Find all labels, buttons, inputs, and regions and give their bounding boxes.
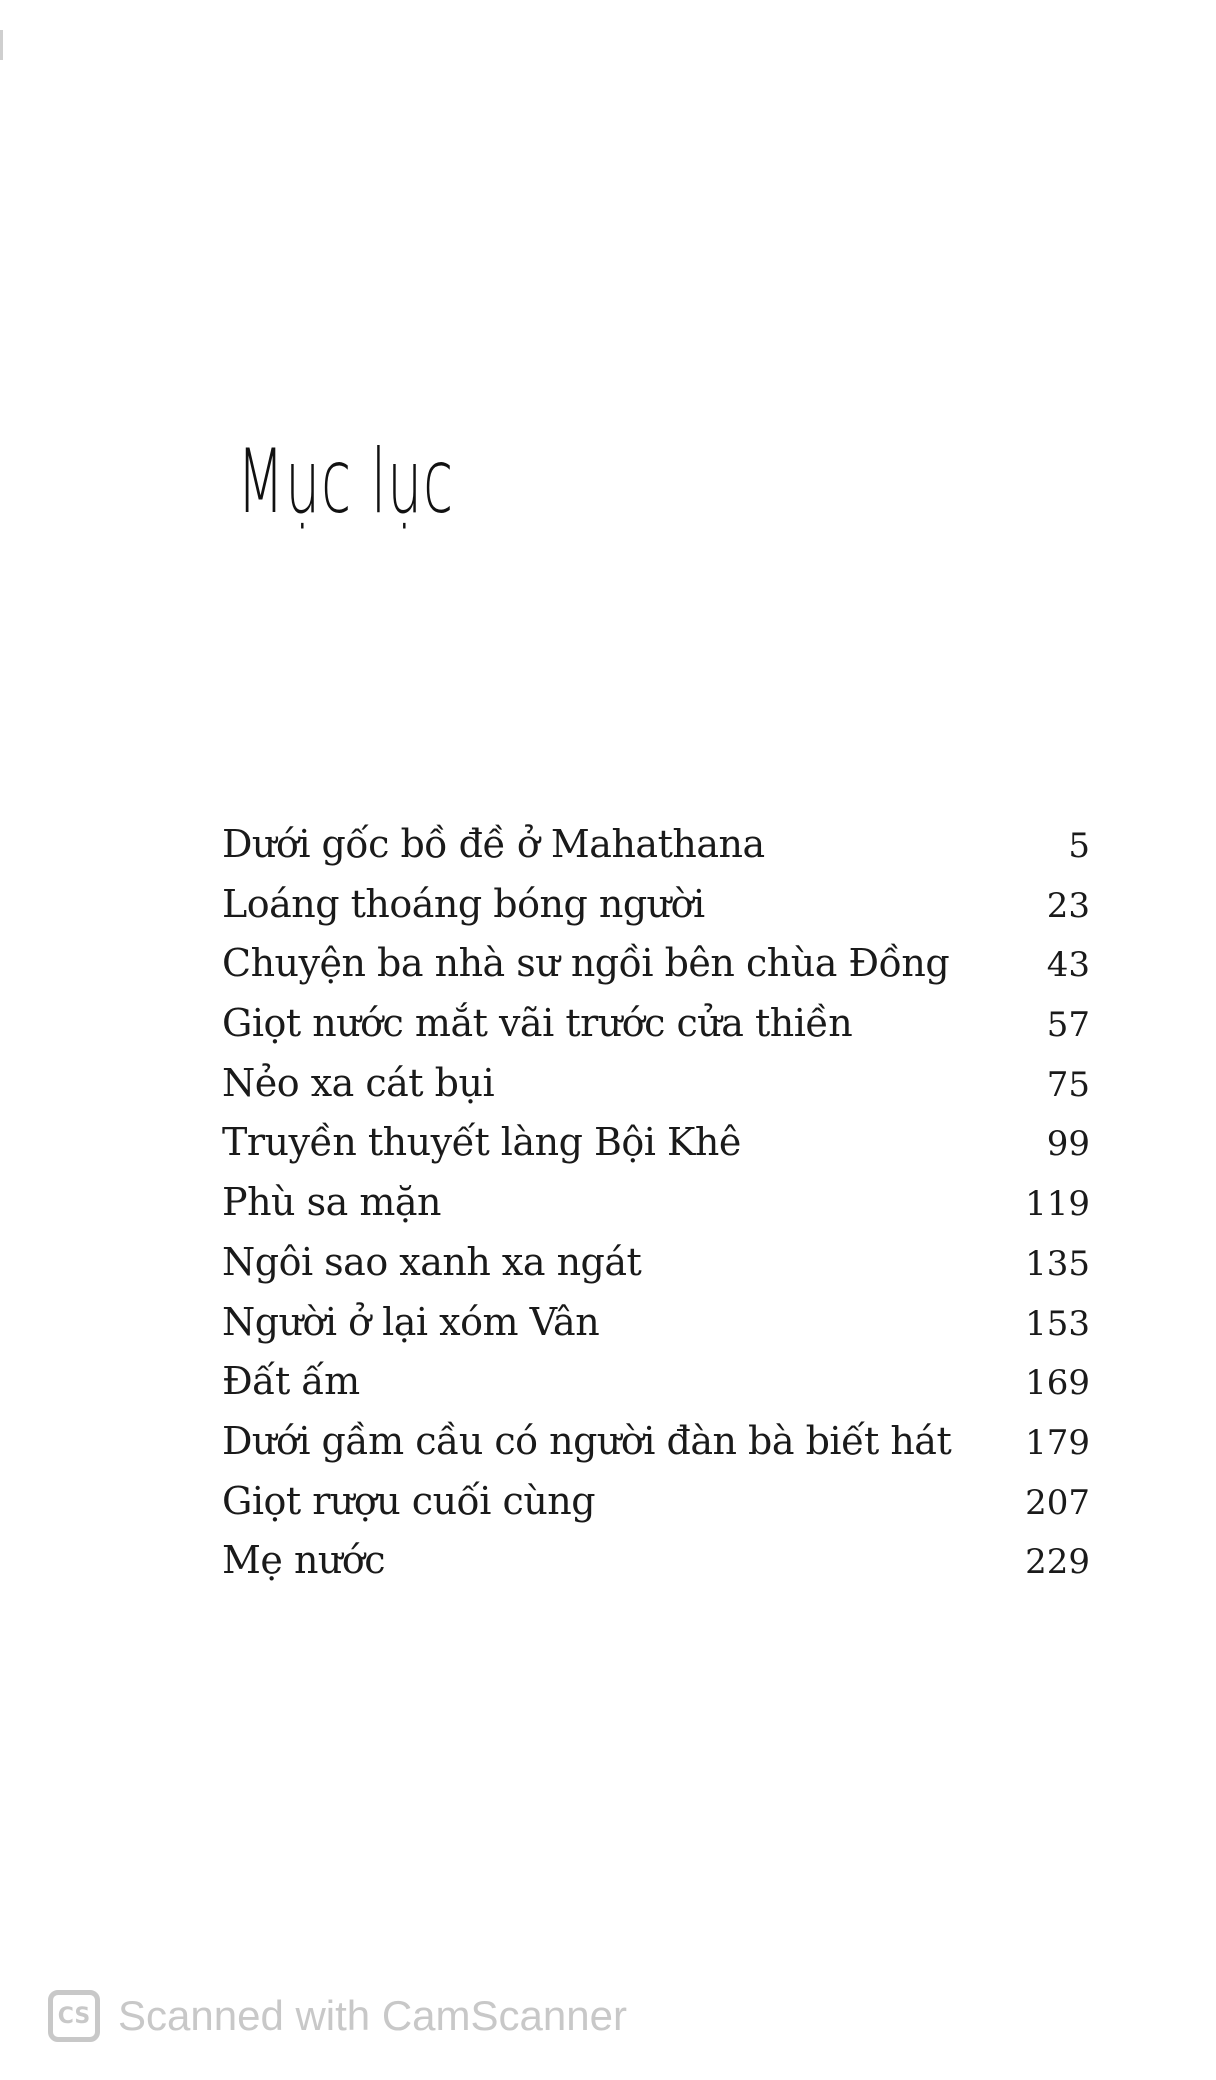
toc-entry-title: Loáng thoáng bóng người — [222, 881, 705, 926]
toc-entry — [222, 1359, 1100, 1419]
toc-entry-title: Truyền thuyết làng Bội Khê — [222, 1120, 741, 1165]
toc-entry-page: 75 — [1046, 1064, 1090, 1105]
toc-entry-title: Dưới gốc bồ đề ở Mahathana — [222, 822, 765, 866]
toc-entry — [222, 1419, 1100, 1479]
toc-entry-title: Phù sa mặn — [222, 1180, 441, 1225]
toc-entry-title: Nẻo xa cát bụi — [222, 1060, 495, 1105]
toc-entry — [222, 1479, 1100, 1539]
toc-entry-title: Ngôi sao xanh xa ngát — [222, 1239, 642, 1284]
toc-entry-page: 207 — [1025, 1482, 1090, 1523]
toc-entry — [222, 1001, 1100, 1061]
toc-entry-page: 179 — [1025, 1422, 1090, 1463]
toc-entry-title: Dưới gầm cầu có người đàn bà biết hát — [222, 1418, 952, 1463]
toc-entry-title: Giọt rượu cuối cùng — [222, 1478, 596, 1523]
toc-entry — [222, 882, 1100, 942]
toc-entry — [222, 1240, 1100, 1300]
toc-entry-title: Người ở lại xóm Vân — [222, 1299, 600, 1344]
toc-entry-page: 229 — [1025, 1542, 1090, 1583]
toc-entry-page: 135 — [1025, 1243, 1090, 1284]
toc-entry — [222, 941, 1100, 1001]
page-title: Mục lục — [237, 430, 455, 533]
toc-entry-page: 43 — [1046, 945, 1090, 986]
toc-entry — [222, 1180, 1100, 1240]
page-edge-mark — [0, 30, 3, 60]
toc-entry-page: 169 — [1025, 1363, 1090, 1404]
toc-entry — [222, 1538, 1100, 1598]
toc-entry-page: 153 — [1025, 1303, 1090, 1344]
toc-entry-page: 5 — [1068, 826, 1090, 866]
camscanner-logo-icon: CS — [48, 1990, 100, 2042]
toc-entry-page: 57 — [1046, 1005, 1090, 1046]
toc-entry-title: Mẹ nước — [222, 1538, 386, 1583]
toc-entry-title: Chuyện ba nhà sư ngồi bên chùa Đồng — [222, 941, 950, 986]
camscanner-watermark — [48, 1990, 627, 2042]
toc-entry-page: 119 — [1025, 1184, 1090, 1225]
toc-entry — [222, 1120, 1100, 1180]
watermark-text: Scanned with CamScanner — [118, 1992, 627, 2039]
toc-entry — [222, 822, 1100, 882]
table-of-contents — [222, 822, 1100, 1598]
toc-entry-title: Đất ấm — [222, 1359, 360, 1404]
toc-entry — [222, 1300, 1100, 1360]
toc-entry-page: 23 — [1046, 885, 1090, 926]
toc-entry — [222, 1061, 1100, 1121]
toc-entry-page: 99 — [1046, 1124, 1090, 1165]
toc-entry-title: Giọt nước mắt vãi trước cửa thiền — [222, 1001, 853, 1046]
